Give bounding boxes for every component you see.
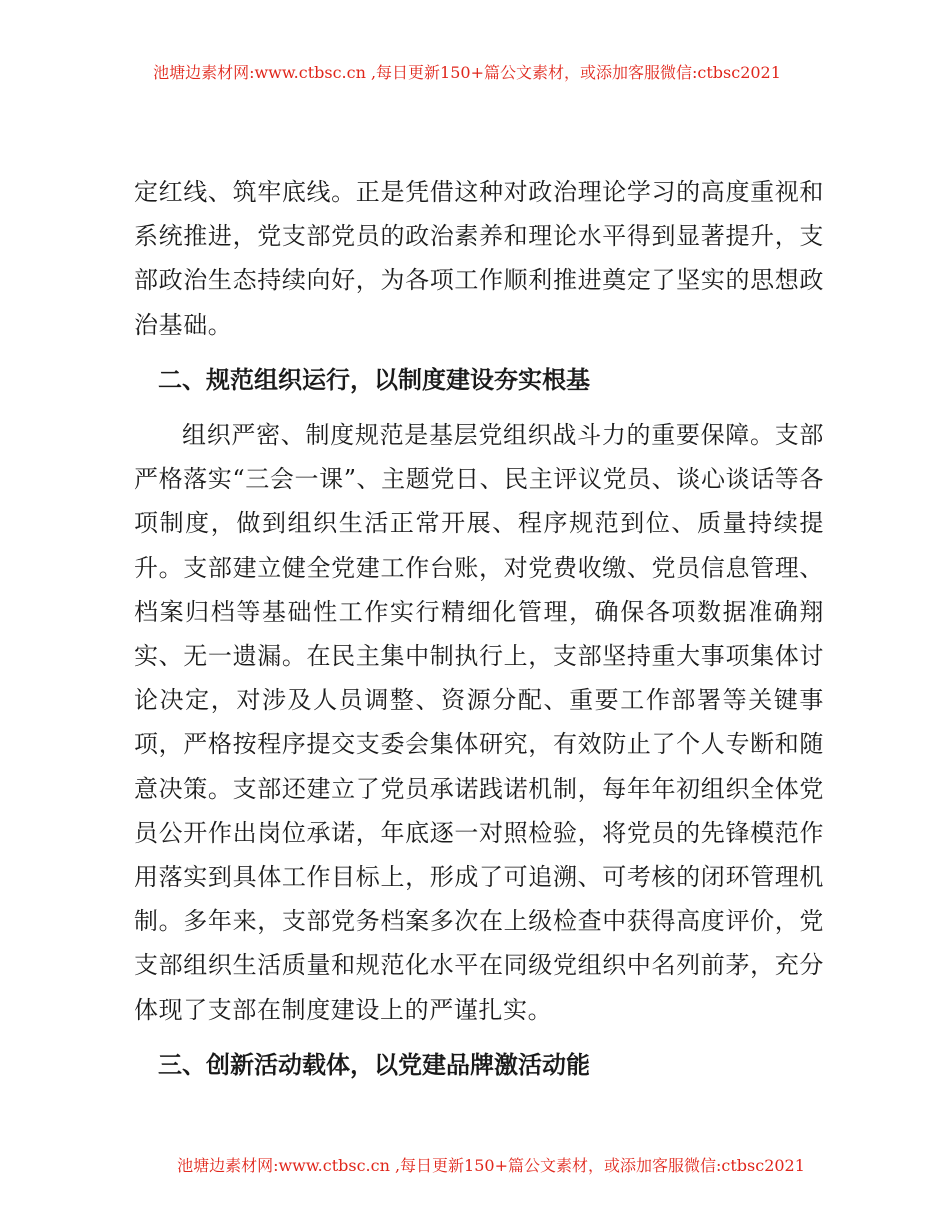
watermark-bottom: 池塘边素材网:www.ctbsc.cn ,每日更新150+篇公文素材，或添加客服微信:ctbsc2021 bbox=[177, 1156, 805, 1175]
section-heading-2: 二、规范组织运行，以制度建设夯实根基 bbox=[158, 365, 590, 394]
paragraph-section-2: 组织严密、制度规范是基层党组织战斗力的重要保障。支部严格落实“三会一课”、主题党日、民主评议党员、谈心谈话等各项制度，做到组织生活正常开展、程序规范到位、质量持续提升。支部建立健全党建工作台账，对党费收缴、党员信息管理、档案归档等基础性工作实行精细化管理，确保各项数据准确翔实、无一遗漏。在民主集中制执行上，支部坚持重大事项集体讨论决定，对涉及人员调整、资源分配、重要工作部署等关键事项，严格按程序提交支委会集体研究，有效防止了个人专断和随意决策。支部还建立了党员承诺践诺机制，每年年初组织全体党员公开作出岗位承诺，年底逐一对照检验，将党员的先锋模范作用落实到具体工作目标上，形成了可追溯、可考核的闭环管理机制。多年来，支部党务档案多次在上级检查中获得高度评价，党支部组织生活质量和规范化水平在同级党组织中名列前茅，充分体现了支部在制度建设上的严谨扎实。 bbox=[134, 421, 824, 1024]
paragraph-continuation: 定红线、筑牢底线。正是凭借这种对政治理论学习的高度重视和系统推进，党支部党员的政治素养和理论水平得到显著提升，支部政治生态持续向好，为各项工作顺利推进奠定了坚实的思想政治基础。 bbox=[134, 178, 824, 339]
document-body bbox=[134, 170, 824, 1087]
section-heading-3: 三、创新活动载体，以党建品牌激活动能 bbox=[158, 1050, 590, 1079]
watermark-top: 池塘边素材网:www.ctbsc.cn ,每日更新150+篇公文素材，或添加客服微信:ctbsc2021 bbox=[153, 63, 781, 82]
